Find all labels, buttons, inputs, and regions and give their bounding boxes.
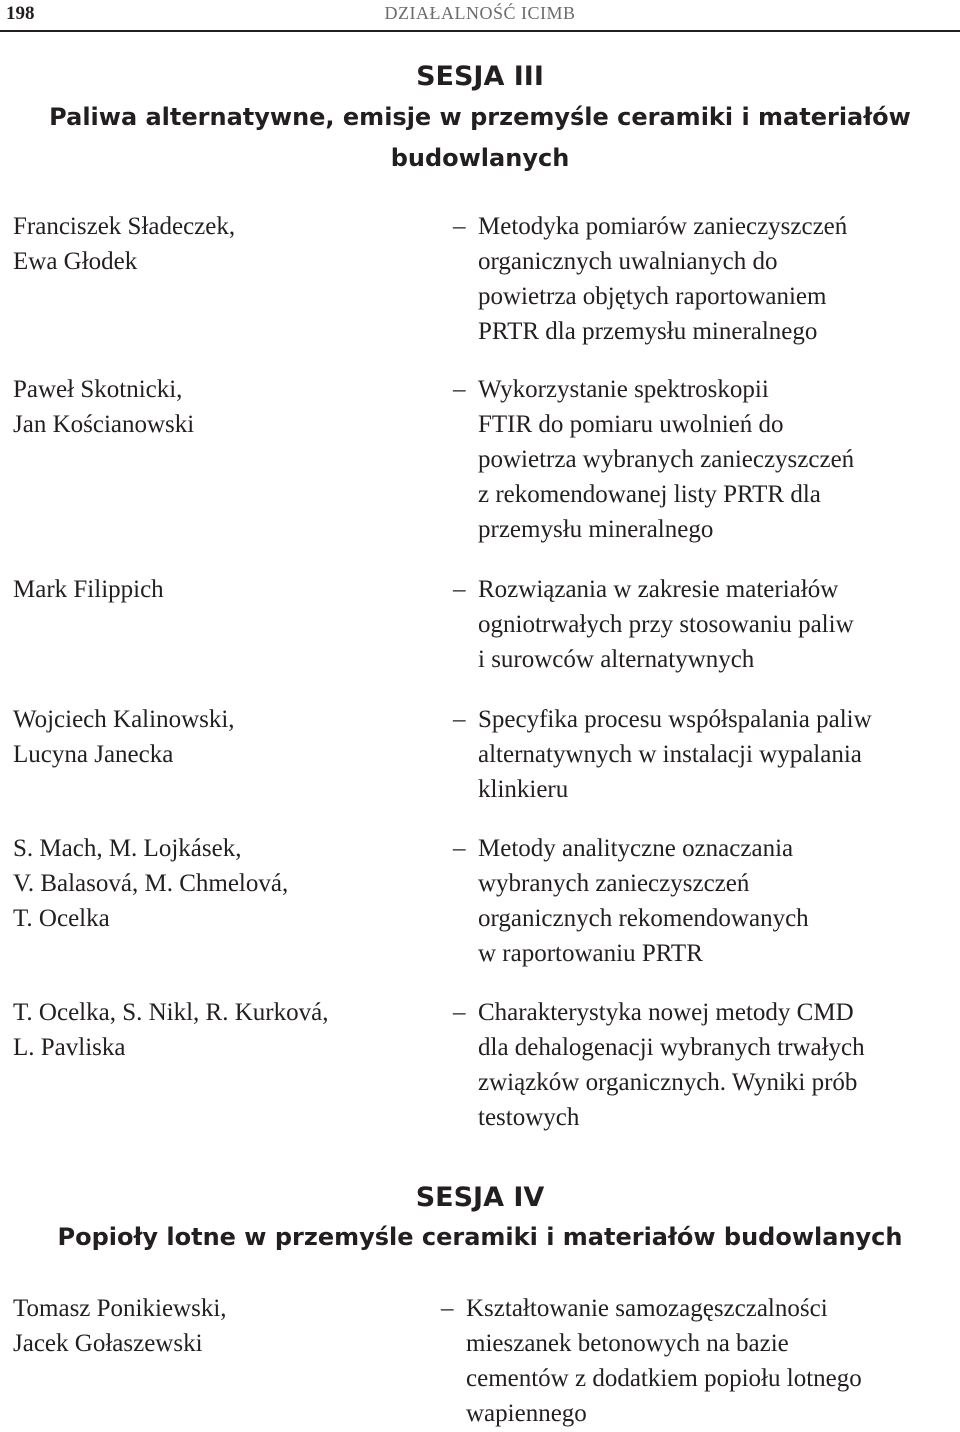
author-line: S. Mach, M. Lojkásek, <box>13 835 242 862</box>
title-line: dla dehalogenacji wybranych trwałych <box>478 1034 865 1061</box>
author-line: Franciszek Sładeczek, <box>13 213 236 240</box>
entry-authors <box>13 572 433 607</box>
title-line: alternatywnych w instalacji wypalania <box>478 741 862 768</box>
title-line: w raportowaniu PRTR <box>478 940 703 967</box>
title-line: klinkieru <box>478 776 569 803</box>
author-line: Lucyna Janecka <box>13 741 174 768</box>
title-dash: – <box>453 376 466 403</box>
title-dash: – <box>453 213 466 240</box>
author-line: T. Ocelka, S. Nikl, R. Kurková, <box>13 999 329 1026</box>
title-line: Kształtowanie samozagęszczalności <box>466 1295 828 1322</box>
session-subtitle <box>40 97 920 179</box>
title-dash: – <box>453 835 466 862</box>
session-title: SESJA IV <box>415 1182 545 1213</box>
entry-title <box>478 995 865 1135</box>
title-dash: – <box>453 576 466 603</box>
title-dash: – <box>453 706 466 733</box>
author-line: Mark Filippich <box>13 576 164 603</box>
title-dash: – <box>441 1295 454 1322</box>
title-line: FTIR do pomiaru uwolnień do <box>478 411 784 438</box>
entry-title <box>478 572 854 677</box>
title-line: Rozwiązania w zakresie materiałów <box>478 576 839 603</box>
author-line: L. Pavliska <box>13 1034 126 1061</box>
title-line: przemysłu mineralnego <box>478 516 714 543</box>
session-subtitle-line: budowlanych <box>390 144 570 172</box>
entry-authors <box>13 831 433 936</box>
title-line: Specyfika procesu współspalania paliw <box>478 706 872 733</box>
entry-authors <box>13 1291 433 1361</box>
entry-title <box>478 209 847 349</box>
author-line: T. Ocelka <box>13 905 110 932</box>
page-header <box>0 0 960 32</box>
title-line: powietrza wybranych zanieczyszczeń <box>478 446 855 473</box>
title-line: z rekomendowanej listy PRTR dla <box>478 481 821 508</box>
title-line: PRTR dla przemysłu mineralnego <box>478 318 818 345</box>
author-line: V. Balasová, M. Chmelová, <box>13 870 289 897</box>
title-line: wybranych zanieczyszczeń <box>478 870 750 897</box>
entry-authors <box>13 209 433 279</box>
author-line: Jacek Gołaszewski <box>13 1330 203 1357</box>
entry-title <box>478 372 854 547</box>
title-line: powietrza objętych raportowaniem <box>478 283 827 310</box>
author-line: Tomasz Ponikiewski, <box>13 1295 227 1322</box>
entry-title <box>478 702 872 807</box>
title-line: Wykorzystanie spektroskopii <box>478 376 769 403</box>
author-line: Ewa Głodek <box>13 248 138 275</box>
entry-title <box>478 831 809 971</box>
session-title: SESJA III <box>416 61 544 92</box>
title-line: organicznych rekomendowanych <box>478 905 809 932</box>
entry-title <box>466 1291 862 1431</box>
title-line: wapiennego <box>466 1400 587 1427</box>
title-line: i surowców alternatywnych <box>478 646 755 673</box>
header-rule <box>0 30 960 32</box>
session-subtitle <box>40 1217 920 1258</box>
entry-authors <box>13 702 433 772</box>
page-number: 198 <box>6 3 35 24</box>
author-line: Jan Kościanowski <box>13 411 195 438</box>
author-line: Paweł Skotnicki, <box>13 376 183 403</box>
title-line: ogniotrwałych przy stosowaniu paliw <box>478 611 854 638</box>
title-line: Metodyka pomiarów zanieczyszczeń <box>478 213 848 240</box>
title-line: organicznych uwalnianych do <box>478 248 778 275</box>
running-head: DZIAŁALNOŚĆ ICIMB <box>384 3 576 23</box>
title-line: Metody analityczne oznaczania <box>478 835 794 862</box>
session-subtitle-line: Popioły lotne w przemyśle ceramiki i materiałów budowlanych <box>57 1223 903 1251</box>
title-line: cementów z dodatkiem popiołu lotnego <box>466 1365 862 1392</box>
title-dash: – <box>453 999 466 1026</box>
author-line: Wojciech Kalinowski, <box>13 706 235 733</box>
title-line: Charakterystyka nowej metody CMD <box>478 999 854 1026</box>
entry-authors <box>13 372 433 442</box>
entry-authors <box>13 995 433 1065</box>
title-line: związków organicznych. Wyniki prób <box>478 1069 858 1096</box>
session-subtitle-line: Paliwa alternatywne, emisje w przemyśle ceramiki i materiałów <box>49 103 911 131</box>
title-line: mieszanek betonowych na bazie <box>466 1330 789 1357</box>
title-line: testowych <box>478 1104 580 1131</box>
